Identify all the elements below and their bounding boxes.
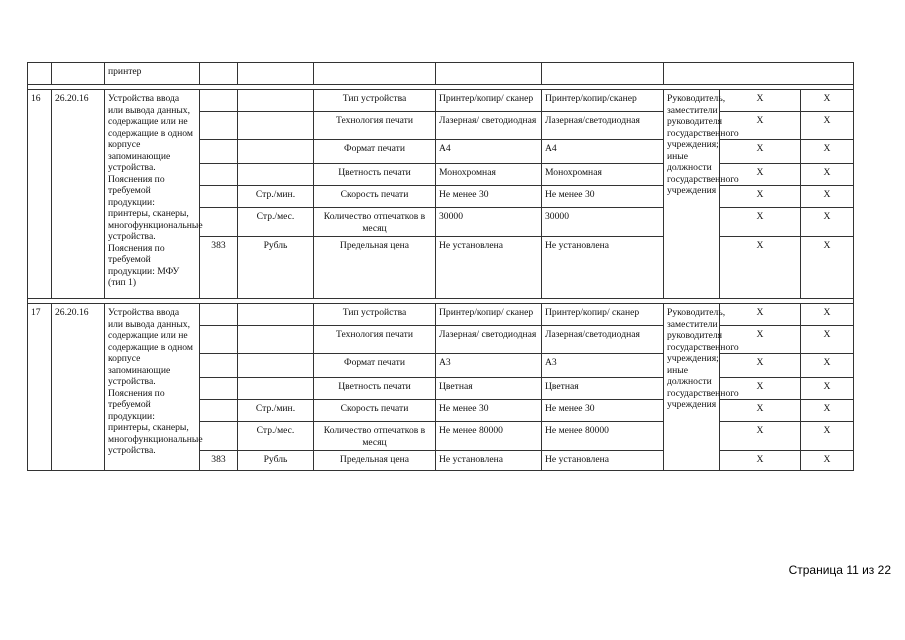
characteristic-value-2: Цветная (542, 378, 664, 400)
value-x1: X (720, 422, 801, 451)
value-x2: X (801, 186, 854, 208)
value-x1: X (720, 304, 801, 326)
carryover-row (28, 63, 854, 85)
characteristic-value-2: Принтер/копир/сканер (542, 90, 664, 112)
characteristic-value: 30000 (436, 208, 542, 237)
okei-code (200, 112, 238, 140)
value-x2: X (801, 378, 854, 400)
characteristic-value: Не менее 30 (436, 400, 542, 422)
requirements-table (27, 62, 854, 471)
okei-code (200, 208, 238, 237)
characteristic: Формат печати (314, 354, 436, 378)
characteristic: Скорость печати (314, 186, 436, 208)
value-x1: X (720, 90, 801, 112)
unit-name: Стр./мин. (238, 186, 314, 208)
characteristic-value: Не установлена (436, 451, 542, 471)
unit-name: Стр./мес. (238, 422, 314, 451)
value-x1: X (720, 112, 801, 140)
value-x1: X (720, 186, 801, 208)
characteristic: Технология печати (314, 326, 436, 354)
unit-name (238, 164, 314, 186)
unit-name (238, 304, 314, 326)
unit-name (238, 326, 314, 354)
value-x2: X (801, 304, 854, 326)
characteristic-value-2: Не менее 30 (542, 400, 664, 422)
value-x2: X (801, 90, 854, 112)
characteristic-value: Не менее 80000 (436, 422, 542, 451)
entry-number: 17 (28, 304, 52, 471)
unit-name (238, 140, 314, 164)
unit-name: Рубль (238, 237, 314, 299)
characteristic-value-2: А4 (542, 140, 664, 164)
characteristic-value-2: Не менее 30 (542, 186, 664, 208)
characteristic: Тип устройства (314, 90, 436, 112)
table-row (28, 304, 854, 326)
value-x1: X (720, 451, 801, 471)
value-x2: X (801, 140, 854, 164)
value-x2: X (801, 451, 854, 471)
unit-name (238, 112, 314, 140)
product-name: Устройства ввода или вывода данных, содержащие или не содержащие в одном корпусе запоминающие устройства. Пояснения по требуемой продукции: принтеры, сканеры, многофункциональные устройства. Пояснения по требуемой продукции: МФУ (тип 1) (105, 90, 200, 299)
okei-code (200, 140, 238, 164)
characteristic: Предельная цена (314, 451, 436, 471)
characteristic-value: Цветная (436, 378, 542, 400)
unit-name (238, 378, 314, 400)
value-x1: X (720, 326, 801, 354)
okei-code: 383 (200, 451, 238, 471)
okei-code (200, 422, 238, 451)
value-x1: X (720, 354, 801, 378)
okei-code (200, 164, 238, 186)
unit-name: Стр./мес. (238, 208, 314, 237)
table-row (28, 90, 854, 112)
characteristic: Цветность печати (314, 378, 436, 400)
value-x2: X (801, 422, 854, 451)
positions: Руководитель, заместители руководителя государственного учреждения; иные должности государственного учреждения (664, 304, 720, 471)
characteristic-value: А4 (436, 140, 542, 164)
characteristic-value: Не менее 30 (436, 186, 542, 208)
characteristic: Скорость печати (314, 400, 436, 422)
okpd-code: 26.20.16 (52, 90, 105, 299)
value-x2: X (801, 112, 854, 140)
okpd-code: 26.20.16 (52, 304, 105, 471)
characteristic-value: Не установлена (436, 237, 542, 299)
characteristic: Технология печати (314, 112, 436, 140)
product-name: Устройства ввода или вывода данных, содержащие или не содержащие в одном корпусе запоминающие устройства. Пояснения по требуемой продукции: принтеры, сканеры, многофункциональные устройства. (105, 304, 200, 471)
characteristic-value-2: Лазерная/светодиодная (542, 326, 664, 354)
characteristic-value-2: Лазерная/светодиодная (542, 112, 664, 140)
okei-code (200, 186, 238, 208)
value-x2: X (801, 326, 854, 354)
okei-code (200, 378, 238, 400)
okei-code (200, 354, 238, 378)
characteristic-value: Лазерная/ светодиодная (436, 112, 542, 140)
entries-body (28, 85, 854, 471)
characteristic-value-2: Не установлена (542, 451, 664, 471)
entry-number: 16 (28, 90, 52, 299)
value-x1: X (720, 378, 801, 400)
characteristic: Количество отпечатков в месяц (314, 422, 436, 451)
value-x1: X (720, 164, 801, 186)
characteristic-value: Принтер/копир/ сканер (436, 304, 542, 326)
okei-code (200, 304, 238, 326)
value-x2: X (801, 164, 854, 186)
carryover-name: принтер (105, 63, 200, 85)
value-x2: X (801, 208, 854, 237)
value-x1: X (720, 400, 801, 422)
okei-code (200, 400, 238, 422)
unit-name: Стр./мин. (238, 400, 314, 422)
characteristic-value-2: Монохромная (542, 164, 664, 186)
value-x2: X (801, 354, 854, 378)
value-x1: X (720, 237, 801, 299)
characteristic-value-2: А3 (542, 354, 664, 378)
characteristic-value: Монохромная (436, 164, 542, 186)
value-x1: X (720, 140, 801, 164)
characteristic: Формат печати (314, 140, 436, 164)
characteristic-value-2: 30000 (542, 208, 664, 237)
characteristic: Количество отпечатков в месяц (314, 208, 436, 237)
unit-name (238, 354, 314, 378)
value-x1: X (720, 208, 801, 237)
characteristic-value: А3 (436, 354, 542, 378)
characteristic-value-2: Не установлена (542, 237, 664, 299)
characteristic-value-2: Принтер/копир/ сканер (542, 304, 664, 326)
characteristic: Тип устройства (314, 304, 436, 326)
unit-name (238, 90, 314, 112)
value-x2: X (801, 400, 854, 422)
characteristic: Предельная цена (314, 237, 436, 299)
characteristic-value-2: Не менее 80000 (542, 422, 664, 451)
characteristic-value: Лазерная/ светодиодная (436, 326, 542, 354)
positions: Руководитель, заместители руководителя государственного учреждения; иные должности государственного учреждения (664, 90, 720, 299)
okei-code: 383 (200, 237, 238, 299)
page-number: Страница 11 из 22 (788, 563, 891, 577)
unit-name: Рубль (238, 451, 314, 471)
value-x2: X (801, 237, 854, 299)
characteristic: Цветность печати (314, 164, 436, 186)
characteristic-value: Принтер/копир/ сканер (436, 90, 542, 112)
okei-code (200, 90, 238, 112)
okei-code (200, 326, 238, 354)
